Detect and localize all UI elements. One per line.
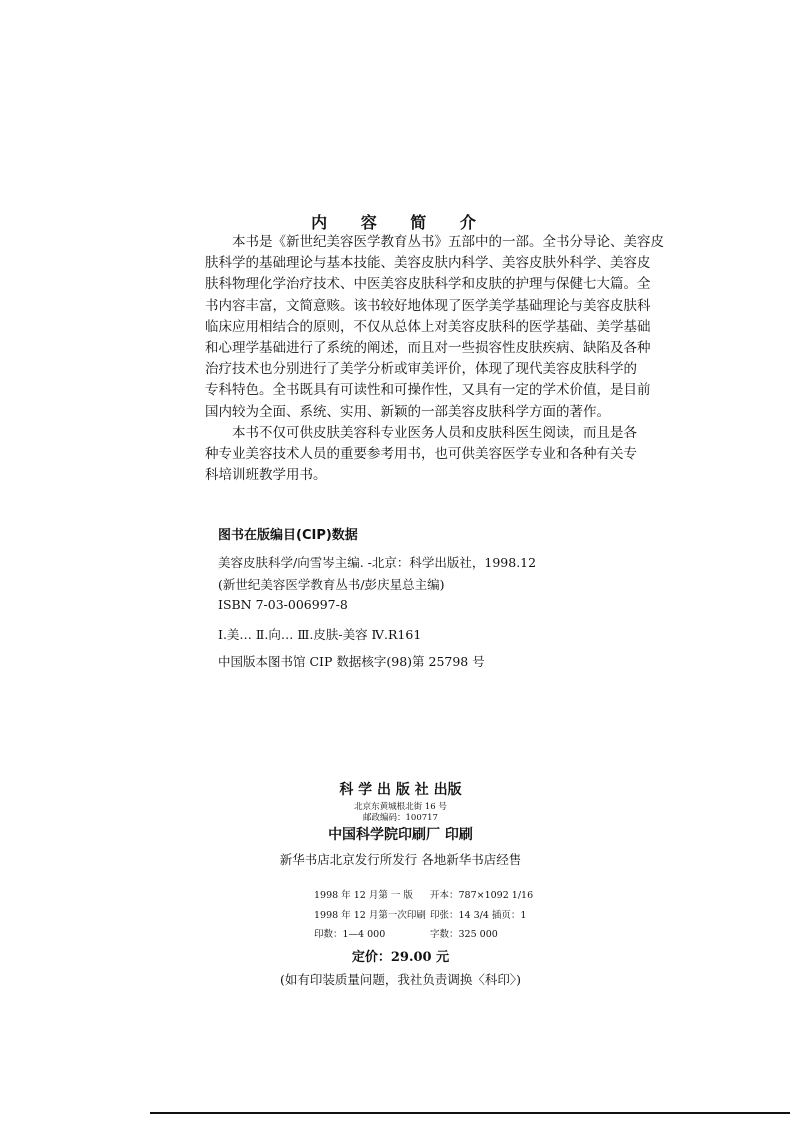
cip-isbn: ISBN 7-03-006997-8 bbox=[218, 597, 348, 612]
summary-paragraph-1 bbox=[205, 232, 664, 423]
publisher: 科 学 出 版 社 出版 bbox=[339, 782, 462, 798]
text-line: 和心理学基础进行了系统的阐述，而且对一些损容性皮肤疾病、缺陷及各种 bbox=[205, 339, 651, 356]
text-line: 书内容丰富，文简意赅。该书较好地体现了医学美学基础理论与美容皮肤科 bbox=[205, 297, 651, 314]
sheets: 印张：14 3/4 插页：1 bbox=[430, 910, 527, 921]
text-line: 临床应用相结合的原则，不仅从总体上对美容皮肤科的医学基础、美学基础 bbox=[205, 318, 651, 335]
cip-record: 中国版本图书馆 CIP 数据核字(98)第 25798 号 bbox=[218, 654, 485, 669]
price: 定价：29.00 元 bbox=[351, 950, 450, 965]
text-line: 肤科物理化学治疗技术、中医美容皮肤科学和皮肤的护理与保健七大篇。全 bbox=[205, 276, 651, 293]
summary-title: 内 容 简 介 bbox=[311, 213, 490, 232]
quality-note: (如有印装质量问题，我社负责调换〈科印〉) bbox=[279, 972, 521, 987]
cip-line-2: (新世纪美容医学教育丛书/彭庆星总主编) bbox=[218, 577, 445, 592]
bottom-rule bbox=[150, 1112, 790, 1114]
print-run: 印数：1—4 000 bbox=[314, 929, 386, 940]
text-line: 肤科学的基础理论与基本技能、美容皮肤内科学、美容皮肤外科学、美容皮 bbox=[205, 255, 651, 272]
format: 开本：787×1092 1/16 bbox=[430, 890, 534, 901]
text-line: 种专业美容技术人员的重要参考用书，也可供美容医学专业和各种有关专 bbox=[205, 446, 637, 463]
printing: 1998 年 12 月第一次印刷 bbox=[314, 910, 426, 921]
text-line: 本书不仅可供皮肤美容科专业医务人员和皮肤科医生阅读，而且是各 bbox=[232, 425, 637, 441]
text-line: 治疗技术也分别进行了美学分析或审美评价，体现了现代美容皮肤科学的 bbox=[205, 361, 637, 378]
cip-classification: Ⅰ.美… Ⅱ.向… Ⅲ.皮肤-美容 Ⅳ.R161 bbox=[218, 627, 422, 642]
edition: 1998 年 12 月第 一 版 bbox=[314, 890, 413, 901]
text-line: 本书是《新世纪美容医学教育丛书》五部中的一部。全书分导论、美容皮 bbox=[232, 234, 664, 250]
text-line: 科培训班教学用书。 bbox=[205, 467, 327, 484]
postcode: 邮政编码：100717 bbox=[363, 813, 438, 823]
printer: 中国科学院印刷厂 印刷 bbox=[328, 827, 473, 843]
text-line: 国内较为全面、系统、实用、新颖的一部美容皮肤科学方面的著作。 bbox=[205, 403, 610, 420]
distribution: 新华书店北京发行所发行 各地新华书店经售 bbox=[279, 852, 522, 867]
cip-heading: 图书在版编目(CIP)数据 bbox=[218, 528, 358, 543]
cip-line-1: 美容皮肤科学/向雪岑主编. -北京：科学出版社，1998.12 bbox=[218, 555, 537, 570]
publisher-address: 北京东黄城根北街 16 号 bbox=[354, 802, 447, 812]
word-count: 字数：325 000 bbox=[430, 929, 498, 940]
summary-paragraph-2 bbox=[205, 423, 637, 487]
text-line: 专科特色。全书既具有可读性和可操作性，又具有一定的学术价值，是目前 bbox=[205, 382, 651, 399]
